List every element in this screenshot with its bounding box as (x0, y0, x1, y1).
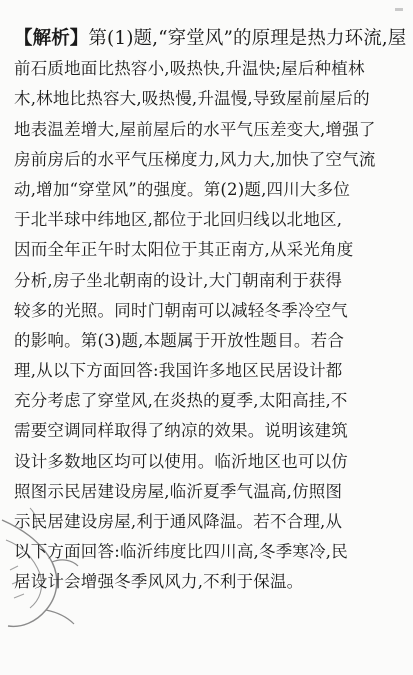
text-line-15: 设计多数地区均可以使用。临沂地区也可以仿 (14, 451, 348, 471)
text-line-3: 木,林地比热容大,吸热慢,升温慢,导致屋前屋后的 (14, 89, 370, 109)
text-line-2: 前石质地面比热容小,吸热快,升温快;屋后种植林 (14, 59, 365, 79)
text-line-1-content: 第(1)题,“穿堂风”的原理是热力环流,屋 (88, 28, 406, 49)
text-line-6: 动,增加“穿堂风”的强度。第(2)题,四川大多位 (14, 179, 351, 199)
text-line-12: 理,从以下方面回答:我国许多地区民居设计都 (14, 361, 343, 381)
analysis-text-block (14, 24, 406, 598)
text-line-7: 于北半球中纬地区,都位于北回归线以北地区, (14, 210, 343, 230)
text-line-14: 需要空调同样取得了纳凉的效果。说明该建筑 (14, 421, 348, 441)
text-line-19: 居设计会增强冬季风风力,不利于保温。 (14, 572, 304, 592)
text-line-16: 照图示民居建设房屋,临沂夏季气温高,仿照图 (14, 481, 343, 501)
text-line-4: 地表温差增大,屋前屋后的水平气压差变大,增强了 (14, 119, 376, 139)
text-line-11: 的影响。第(3)题,本题属于开放性题目。若合 (14, 330, 345, 350)
text-line-18: 以下方面回答:临沂纬度比四川高,冬季寒冷,民 (14, 542, 348, 562)
text-line-8: 因而全年正午时太阳位于其正南方,从采光角度 (14, 240, 354, 260)
scan-speck (395, 8, 403, 11)
text-line-13: 充分考虑了穿堂风,在炎热的夏季,太阳高挂,不 (14, 391, 348, 411)
text-line-1 (14, 24, 406, 54)
text-line-10: 较多的光照。同时门朝南可以减轻冬季冷空气 (14, 300, 348, 320)
text-line-9: 分析,房子坐北朝南的设计,大门朝南利于获得 (14, 270, 343, 290)
text-line-17: 示民居建设房屋,利于通风降温。若不合理,从 (14, 512, 343, 531)
text-line-5: 房前房后的水平气压梯度力,风力大,加快了空气流 (14, 149, 376, 169)
analysis-tag: 【解析】 (14, 28, 89, 49)
